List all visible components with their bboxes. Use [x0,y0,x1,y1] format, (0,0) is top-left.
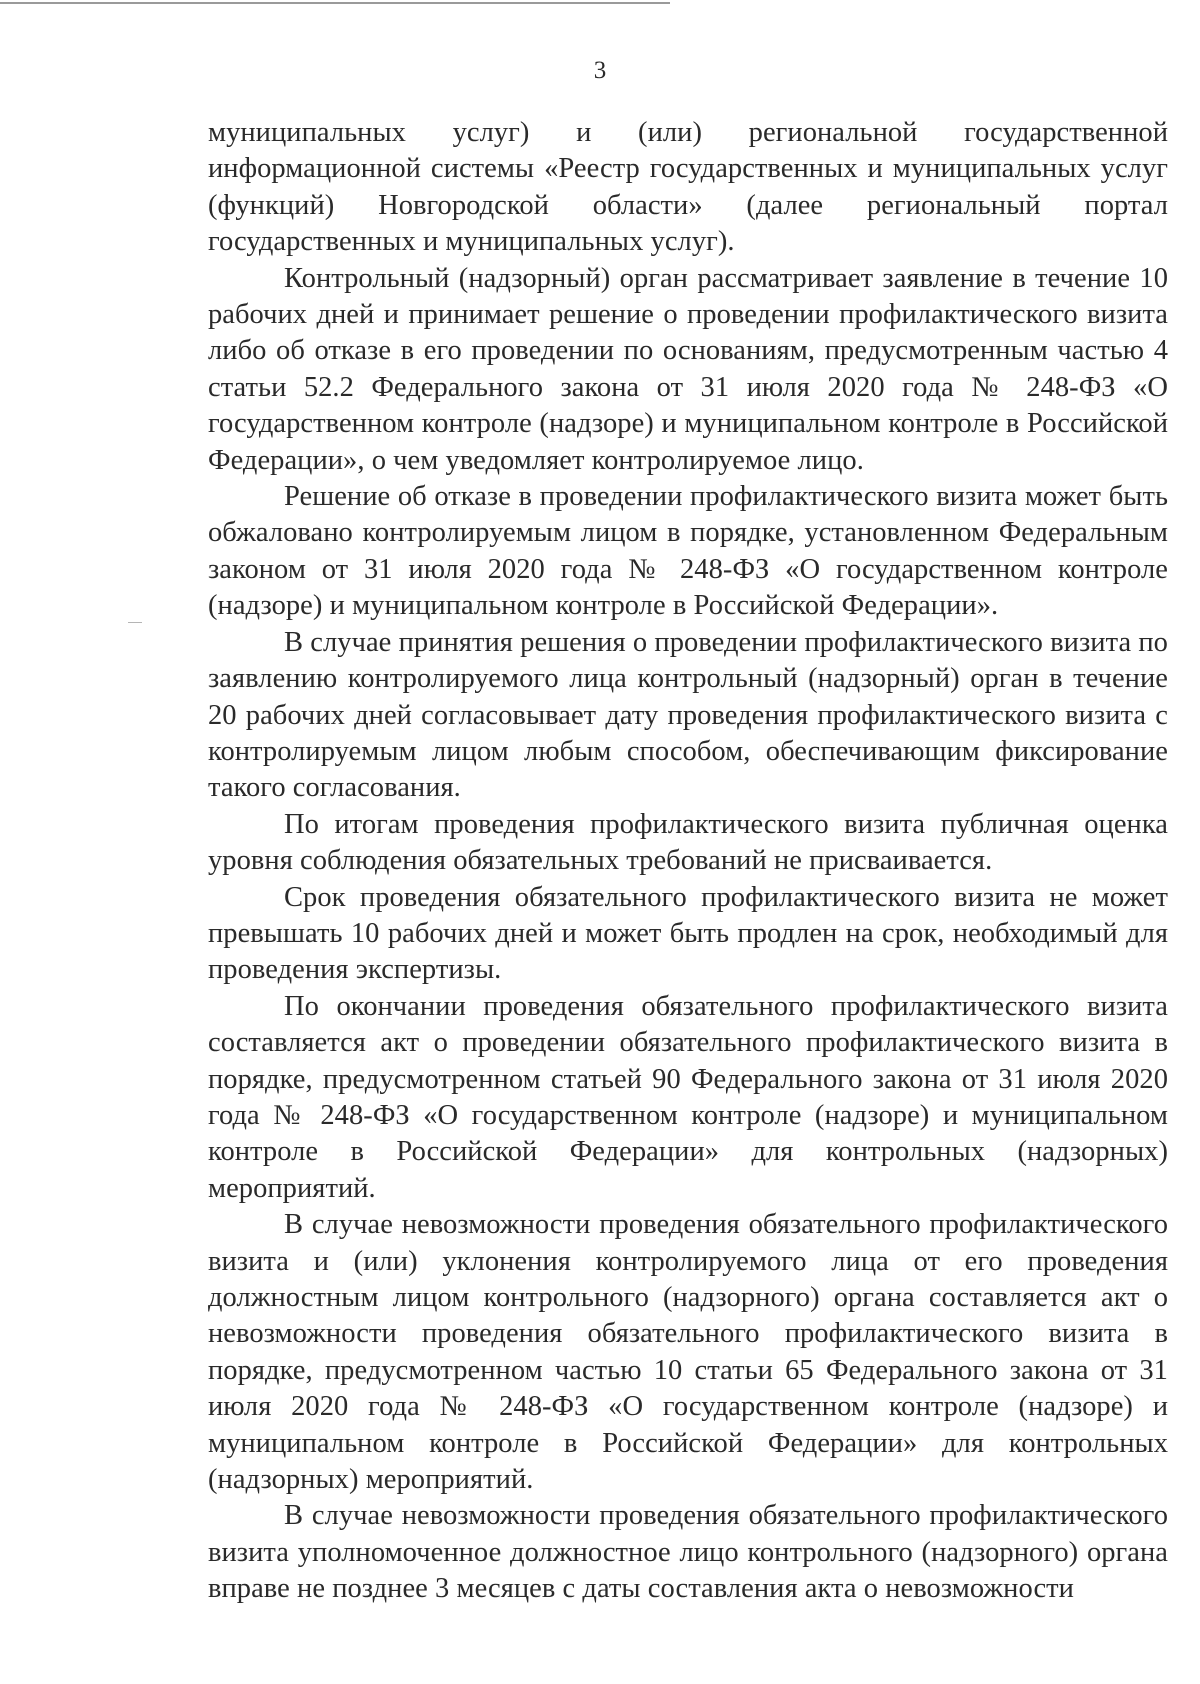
paragraph: В случае невозможности проведения обязательного профилактического визита уполномоченное должностное лицо контрольного (надзорного) органа вправе не позднее 3 месяцев с даты составления акта о невозможности [208,1500,1168,1605]
page-number: 3 [593,57,607,84]
margin-mark [128,622,142,623]
paragraph: По окончании проведения обязательного профилактического визита составляется акт о проведении обязательного профилактического визита в порядке, предусмотренном статьей 90 Федерального закона от 31 июля 2020 года № 248-ФЗ «О государственном контроле (надзоре) и муниципальном контроле в Российской Федерации» для контрольных (надзорных) мероприятий. [208,990,1168,1204]
paragraph: Контрольный (надзорный) орган рассматривает заявление в течение 10 рабочих дней и принимает решение о проведении профилактического визита либо об отказе в его проведении по основаниям, предусмотренным частью 4 статьи 52.2 Федерального закона от 31 июля 2020 года № 248-ФЗ «О государственном контроле (надзоре) и муниципальном контроле в Российской Федерации», о чем уведомляет контролируемое лицо. [208,262,1168,476]
scan-edge-line [0,2,670,4]
document-body [208,115,1168,1608]
paragraph-continuation: муниципальных услуг) и (или) региональной государственной информационной системы «Реестр государственных и муниципальных услуг (функций) Новгородской области» (далее региональный портал государственных и муниципальных услуг). [208,117,1168,258]
paragraph: В случае принятия решения о проведении профилактического визита по заявлению контролируемого лица контрольный (надзорный) орган в течение 20 рабочих дней согласовывает дату проведения профилактического визита с контролируемым лицом любым способом, обеспечивающим фиксирование такого согласования. [208,626,1168,804]
paragraph: В случае невозможности проведения обязательного профилактического визита и (или) уклонения контролируемого лица от его проведения должностным лицом контрольного (надзорного) органа составляется акт о невозможности проведения обязательного профилактического визита в порядке, предусмотренном частью 10 статьи 65 Федерального закона от 31 июля 2020 года № 248-ФЗ «О государственном контроле (надзоре) и муниципальном контроле в Российской Федерации» для контрольных (надзорных) мероприятий. [208,1209,1168,1496]
paragraph: Решение об отказе в проведении профилактического визита может быть обжаловано контролируемым лицом в порядке, установленном Федеральным законом от 31 июля 2020 года № 248-ФЗ «О государственном контроле (надзоре) и муниципальном контроле в Российской Федерации». [208,481,1168,622]
paragraph: По итогам проведения профилактического визита публичная оценка уровня соблюдения обязательных требований не присваивается. [208,808,1168,877]
paragraph: Срок проведения обязательного профилактического визита не может превышать 10 рабочих дней и может быть продлен на срок, необходимый для проведения экспертизы. [208,881,1168,986]
